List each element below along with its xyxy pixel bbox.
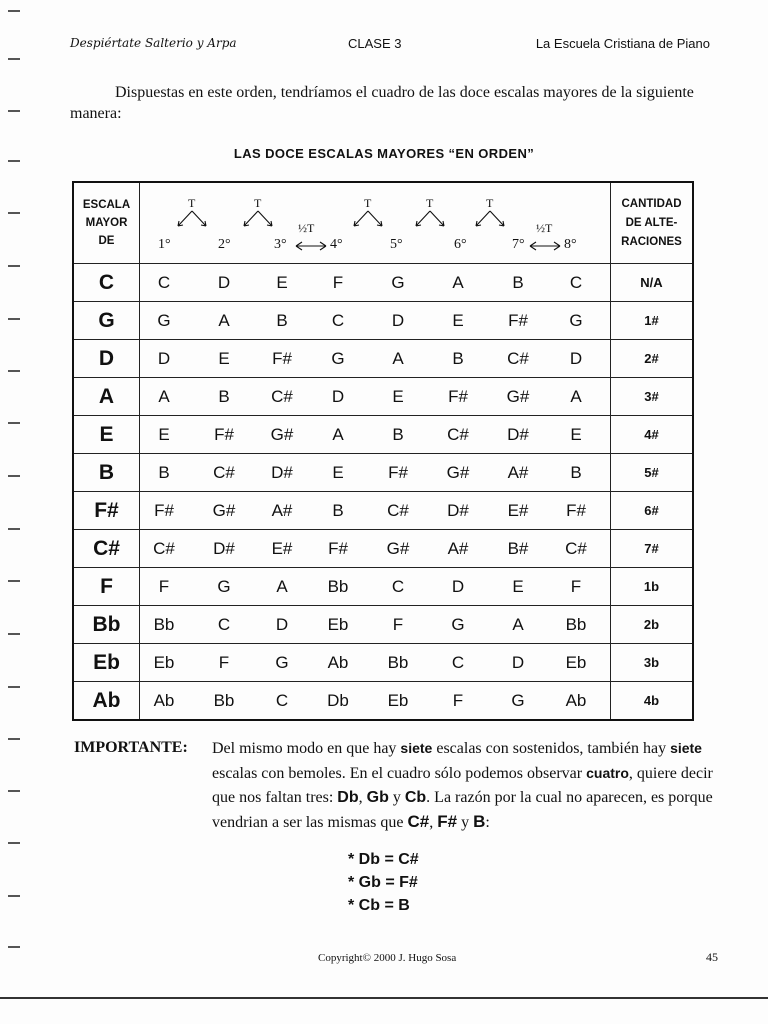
- scale-note: C#: [387, 501, 409, 520]
- important-label: IMPORTANTE:: [74, 739, 188, 756]
- scale-note: Eb: [387, 691, 409, 710]
- header-left: Despiértate Salterio y Arpa: [70, 36, 237, 50]
- scale-note: G#: [446, 463, 470, 482]
- scale-key: C: [73, 264, 140, 302]
- scale-note: A: [570, 387, 582, 406]
- scale-note: C: [275, 691, 289, 710]
- scale-note: C: [451, 653, 465, 672]
- equivalent-sharp-key: C#: [407, 812, 430, 831]
- scale-notes: [140, 606, 611, 644]
- table-title: LAS DOCE ESCALAS MAYORES “EN ORDEN”: [233, 146, 535, 161]
- scale-note: F: [158, 577, 170, 596]
- scale-note: D: [511, 653, 525, 672]
- scale-note: G#: [270, 425, 294, 444]
- scale-notes: [140, 568, 611, 606]
- scale-note: C: [157, 273, 171, 292]
- scale-row: [73, 454, 693, 492]
- scale-note: F#: [154, 501, 174, 520]
- scale-key: B: [73, 454, 140, 492]
- scale-note: F: [452, 691, 464, 710]
- important-bold: siete: [400, 740, 433, 756]
- scale-note: Bb: [213, 691, 235, 710]
- alteration-count: N/A: [611, 264, 694, 302]
- scale-note: B#: [507, 539, 529, 558]
- scale-note: E: [218, 349, 230, 368]
- scale-note: Eb: [327, 615, 349, 634]
- scale-notes: [140, 454, 611, 492]
- scale-note: Ab: [153, 691, 175, 710]
- scale-row: [73, 568, 693, 606]
- alteration-count: 7#: [611, 530, 694, 568]
- scale-note: F#: [272, 349, 292, 368]
- degree-label: 7°: [512, 237, 525, 252]
- alteration-count: 6#: [611, 492, 694, 530]
- degree-label: 5°: [390, 237, 403, 252]
- scale-row: [73, 340, 693, 378]
- important-text: ,: [358, 789, 367, 806]
- scale-note: G#: [506, 387, 530, 406]
- scale-note: B: [158, 463, 170, 482]
- scale-note: E: [332, 463, 344, 482]
- header-center: CLASE 3: [348, 36, 402, 51]
- semitone-label: ½T: [298, 221, 315, 235]
- bottom-rule: [0, 997, 768, 999]
- alteration-count: 3#: [611, 378, 694, 416]
- scales-table: [72, 181, 694, 721]
- scale-note: Ab: [565, 691, 587, 710]
- equivalence-list: [348, 848, 419, 917]
- scale-note: E: [276, 273, 288, 292]
- scale-note: A#: [507, 463, 529, 482]
- scale-note: A: [332, 425, 344, 444]
- scale-note: C#: [565, 539, 587, 558]
- scale-notes: [140, 644, 611, 682]
- table-header-row: [73, 182, 693, 264]
- alteration-count: 4#: [611, 416, 694, 454]
- scale-note: A: [218, 311, 230, 330]
- scale-row: [73, 492, 693, 530]
- scale-note: A: [392, 349, 404, 368]
- scale-note: B: [332, 501, 344, 520]
- scale-notes: [140, 340, 611, 378]
- scale-row: [73, 302, 693, 340]
- header-line: DE ALTE-: [625, 216, 678, 229]
- scale-key: G: [73, 302, 140, 340]
- scale-note: Db: [327, 691, 349, 710]
- scale-note: B: [452, 349, 464, 368]
- scale-note: D: [331, 387, 345, 406]
- header-cantidad: [611, 182, 694, 264]
- scale-note: C: [569, 273, 583, 292]
- scale-row: [73, 416, 693, 454]
- important-body: [212, 736, 724, 835]
- scale-note: F#: [508, 311, 528, 330]
- header-intervals: [140, 182, 611, 264]
- scale-note: G: [451, 615, 465, 634]
- scale-notes: [140, 264, 611, 302]
- semitone-label: ½T: [536, 221, 553, 235]
- scale-note: C#: [153, 539, 175, 558]
- scale-note: E#: [507, 501, 529, 520]
- scale-note: E: [512, 577, 524, 596]
- degree-label: 3°: [274, 237, 287, 252]
- scale-note: D#: [507, 425, 529, 444]
- scale-note: G#: [212, 501, 236, 520]
- equivalence-item: * Gb = F#: [348, 874, 418, 891]
- degree-label: 8°: [564, 237, 577, 252]
- scale-note: Bb: [565, 615, 587, 634]
- scale-note: F#: [448, 387, 468, 406]
- header-escala-mayor: [73, 182, 140, 264]
- important-text: escalas con bemoles. En el cuadro sólo podemos observar: [212, 765, 587, 782]
- scale-row: [73, 530, 693, 568]
- degree-label: 2°: [218, 237, 231, 252]
- scale-note: B: [392, 425, 404, 444]
- scale-note: A: [452, 273, 464, 292]
- scale-note: F: [392, 615, 404, 634]
- intro-paragraph: [70, 82, 700, 124]
- header-line: MAYOR: [85, 217, 128, 229]
- header-line: ESCALA: [82, 199, 131, 211]
- important-text: y: [457, 814, 474, 831]
- missing-flat-key: Db: [337, 789, 359, 806]
- scale-notes: [140, 378, 611, 416]
- tone-label: T: [188, 196, 196, 210]
- scale-key: Eb: [73, 644, 140, 682]
- scale-note: G: [569, 311, 583, 330]
- alteration-count: 5#: [611, 454, 694, 492]
- important-text: y: [388, 789, 405, 806]
- scale-note: D#: [447, 501, 469, 520]
- scale-note: F: [218, 653, 230, 672]
- important-bold: siete: [670, 740, 702, 756]
- tone-label: T: [486, 196, 494, 210]
- scale-note: Bb: [153, 615, 175, 634]
- header-line: DE: [98, 235, 115, 247]
- important-text: :: [485, 814, 490, 831]
- important-text: , quiere decir que nos faltan tres:: [212, 765, 713, 806]
- scale-note: D#: [271, 463, 293, 482]
- scale-note: E: [452, 311, 464, 330]
- scale-note: A: [512, 615, 524, 634]
- intro-text: Dispuestas en este orden, tendríamos el cuadro de las doce escalas mayores de la siguiente manera:: [70, 84, 694, 122]
- important-text: ,: [429, 814, 438, 831]
- scale-note: A: [158, 387, 170, 406]
- alteration-count: 4b: [611, 682, 694, 721]
- scale-note: Bb: [387, 653, 409, 672]
- scale-note: D: [391, 311, 405, 330]
- missing-flat-key: Gb: [366, 789, 389, 806]
- scale-note: G: [331, 349, 345, 368]
- degree-label: 6°: [454, 237, 467, 252]
- header-line: RACIONES: [621, 235, 682, 248]
- scale-note: A#: [271, 501, 293, 520]
- equivalence-item: * Cb = B: [348, 897, 410, 914]
- scale-note: D: [275, 615, 289, 634]
- header-line: CANTIDAD: [621, 197, 682, 210]
- scale-note: Eb: [153, 653, 175, 672]
- alteration-count: 1#: [611, 302, 694, 340]
- scale-key: D: [73, 340, 140, 378]
- copyright: Copyright© 2000 J. Hugo Sosa: [318, 952, 457, 964]
- tone-label: T: [254, 196, 262, 210]
- important-text: escalas con sostenidos, también hay: [432, 740, 671, 757]
- scale-key: E: [73, 416, 140, 454]
- scale-note: F: [570, 577, 582, 596]
- scale-note: D: [451, 577, 465, 596]
- equivalent-sharp-key: F#: [437, 812, 458, 831]
- scale-note: A#: [447, 539, 469, 558]
- tone-label: T: [426, 196, 434, 210]
- scale-key: F: [73, 568, 140, 606]
- scale-note: D: [157, 349, 171, 368]
- scale-note: E: [158, 425, 170, 444]
- scale-note: E#: [271, 539, 293, 558]
- scale-note: F#: [566, 501, 586, 520]
- alteration-count: 2b: [611, 606, 694, 644]
- scale-note: E: [570, 425, 582, 444]
- degree-label: 1°: [158, 237, 171, 252]
- scale-note: D: [569, 349, 583, 368]
- scale-row: [73, 606, 693, 644]
- scale-note: G: [511, 691, 525, 710]
- scale-note: D: [217, 273, 231, 292]
- scale-note: B: [570, 463, 582, 482]
- scale-note: C: [391, 577, 405, 596]
- important-bold: cuatro: [586, 765, 629, 781]
- alteration-count: 1b: [611, 568, 694, 606]
- scale-note: C#: [447, 425, 469, 444]
- scale-row: [73, 264, 693, 302]
- scale-note: A: [276, 577, 288, 596]
- scale-key: A: [73, 378, 140, 416]
- scale-key: Bb: [73, 606, 140, 644]
- scale-note: B: [512, 273, 524, 292]
- scale-note: D#: [213, 539, 235, 558]
- scale-note: B: [218, 387, 230, 406]
- alteration-count: 2#: [611, 340, 694, 378]
- scale-note: Bb: [327, 577, 349, 596]
- scale-note: Ab: [327, 653, 349, 672]
- scale-key: Ab: [73, 682, 140, 721]
- scale-note: G: [391, 273, 405, 292]
- scale-note: C: [217, 615, 231, 634]
- scale-row: [73, 644, 693, 682]
- scale-note: B: [276, 311, 288, 330]
- scale-note: G: [275, 653, 289, 672]
- scale-note: E: [392, 387, 404, 406]
- scale-row: [73, 682, 693, 721]
- header-right: La Escuela Cristiana de Piano: [535, 36, 710, 51]
- important-text: Del mismo modo en que hay: [212, 740, 401, 757]
- scale-note: C: [331, 311, 345, 330]
- scale-note: F#: [388, 463, 408, 482]
- equivalence-item: * Db = C#: [348, 851, 419, 868]
- scale-note: C#: [213, 463, 235, 482]
- scale-notes: [140, 492, 611, 530]
- scale-rows: [73, 264, 693, 721]
- scale-note: C#: [507, 349, 529, 368]
- scale-notes: [140, 302, 611, 340]
- page-number: 45: [706, 950, 718, 964]
- scale-note: G#: [386, 539, 410, 558]
- scale-notes: [140, 416, 611, 454]
- scale-row: [73, 378, 693, 416]
- scale-note: F: [332, 273, 344, 292]
- scale-note: Eb: [565, 653, 587, 672]
- alteration-count: 3b: [611, 644, 694, 682]
- scale-notes: [140, 682, 611, 721]
- missing-flat-key: Cb: [404, 789, 427, 806]
- scale-note: G: [157, 311, 171, 330]
- scale-notes: [140, 530, 611, 568]
- important-text: . La razón por la cual no aparecen, es porque vendrian a ser las mismas que: [212, 789, 713, 831]
- scale-note: C#: [271, 387, 293, 406]
- scale-note: F#: [214, 425, 234, 444]
- tone-label: T: [364, 196, 372, 210]
- scale-note: F#: [328, 539, 348, 558]
- equivalent-sharp-key: B: [473, 812, 486, 831]
- degree-label: 4°: [330, 237, 343, 252]
- scale-key: F#: [73, 492, 140, 530]
- scale-key: C#: [73, 530, 140, 568]
- scale-note: G: [217, 577, 231, 596]
